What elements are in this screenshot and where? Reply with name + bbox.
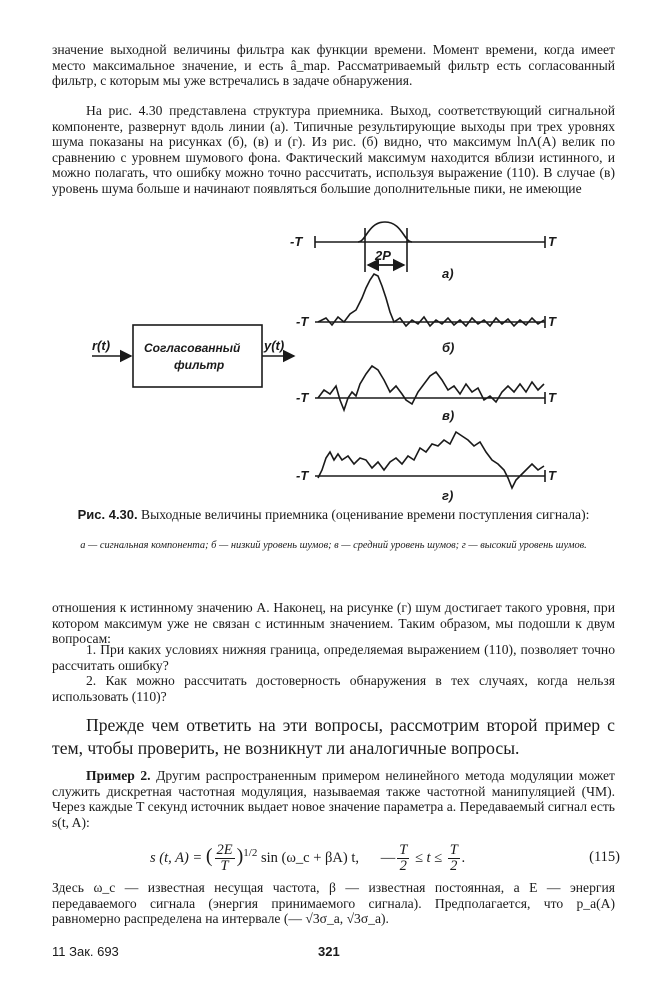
output-label: y(t) [264, 338, 285, 353]
equation-number: (115) [589, 849, 620, 865]
filter-box [133, 325, 262, 387]
neg-t-label-b: -T [296, 314, 309, 329]
eq-frac-2e-t: $\frac{2E}{T}$ [216, 842, 233, 874]
paragraph-1: значение выходной величины фильтра как функции времени. Момент времени, когда имеет место максимальное значение, и есть â_map. Рассматриваемый фильтр есть согласованный фильтр, с которым мы уже встречались в задаче обнаружения. [52, 42, 615, 89]
equation-115: s (t, A) = ( $\frac{2E}{T}$ )$^{1/2}$ sin (ω_c + βA) t, — $\frac{T}{2}$ ≤ t ≤ $\frac{T}{2}$ . (115) [150, 842, 620, 874]
trace-high-noise [318, 432, 544, 488]
paragraph-2: На рис. 4.30 представлена структура приемника. Выход, соответствующий сигнальной компоненте, развернут вдоль линии (а). Типичные результирующие выходы при трех уровнях шума показаны на рисунках (б), (в) и (г). Из рис. (б) видно, что максимум lnΛ(A) велик по сравнению с уровнем шумового фона. Фактический максимум находится вблизи истинного, и можно полагать, что ошибку можно точно рассчитать, используя выражение (110). В случае (в) уровень шума больше и начинают появляться большие дополнительные пики, не имеющие [52, 103, 615, 196]
eq-condition: ≤ t ≤ [414, 849, 443, 866]
caption-text: Выходные величины приемника (оценивание времени поступления сигнала): [141, 507, 590, 522]
panel-v-label: в) [442, 408, 455, 423]
eq-frac-t-2-right: $\frac{T}{2}$ [449, 842, 458, 874]
figure-caption [52, 507, 615, 523]
figure-legend: а — сигнальная компонента; б — низкий уровень шумов; в — средний уровень шумов; г — высокий уровень шумов. [80, 540, 587, 551]
eq-power: 1/2 [243, 847, 258, 859]
neg-t-label-v: -T [296, 390, 309, 405]
panel-g-label: г) [442, 488, 454, 503]
pos-t-label-g: T [548, 468, 556, 483]
pos-t-label-b: T [548, 314, 556, 329]
eq-lhs: s (t, A) = [150, 849, 203, 866]
paragraph-5 [52, 768, 615, 830]
trace-medium-noise [318, 366, 544, 410]
example-text: Другим распространенным примером нелинейного метода модуляции может служить дискретная частотная модуляция, называемая также частотной манипуляцией (ЧМ). Через каждые T секунд источник выдает новое значение параметра a. Передаваемый сигнал есть s(t, A): [52, 768, 615, 830]
question-1: 1. При каких условиях нижняя граница, определяемая выражением (110), позволяет точно рассчитать ошибку? [52, 642, 615, 673]
filter-label-line1: Согласованный [144, 341, 241, 355]
eq-frac-t-2-left: $\frac{T}{2}$ [399, 842, 408, 874]
print-signature: 11 Зак. 693 [52, 944, 119, 959]
caption-label: Рис. 4.30. [77, 507, 138, 522]
filter-label-line2: фильтр [174, 358, 225, 372]
figure-4-30 [0, 205, 663, 505]
pos-t-label-v: T [548, 390, 556, 405]
panel-a-label: а) [442, 266, 454, 281]
trace-low-noise [318, 274, 544, 326]
page-number: 321 [318, 944, 340, 959]
neg-t-label-a: -T [290, 234, 303, 249]
paragraph-4: Прежде чем ответить на эти вопросы, рассмотрим второй пример с тем, чтобы проверить, не возникнут ли аналогичные вопросы. [52, 715, 615, 758]
neg-t-label-g: -T [296, 468, 309, 483]
example-label: Пример 2. [86, 768, 151, 783]
pos-t-label-a: T [548, 234, 556, 249]
paragraph-6: Здесь ω_c — известная несущая частота, β — известная постоянная, а E — энергия передаваемого сигнала (энергия принимаемого сигнала). Предполагается, что p_a(A) равномерно распределена на интервале (— √3σ_a, √3σ_a). [52, 880, 615, 927]
signal-pulse [358, 222, 412, 242]
eq-sin: sin (ω_c + βA) t, [260, 849, 359, 866]
width-label: 2P [375, 248, 391, 263]
paragraph-3: отношения к истинному значению A. Наконец, на рисунке (г) шум достигает такого уровня, при котором максимум уже не связан с истинным значением. Таким образом, мы подошли к двум вопросам: [52, 600, 615, 647]
input-label: r(t) [92, 338, 111, 353]
question-2: 2. Как можно рассчитать достоверность обнаружения в тех случаях, когда нельзя использовать (110)? [52, 673, 615, 704]
panel-b-label: б) [442, 340, 455, 355]
